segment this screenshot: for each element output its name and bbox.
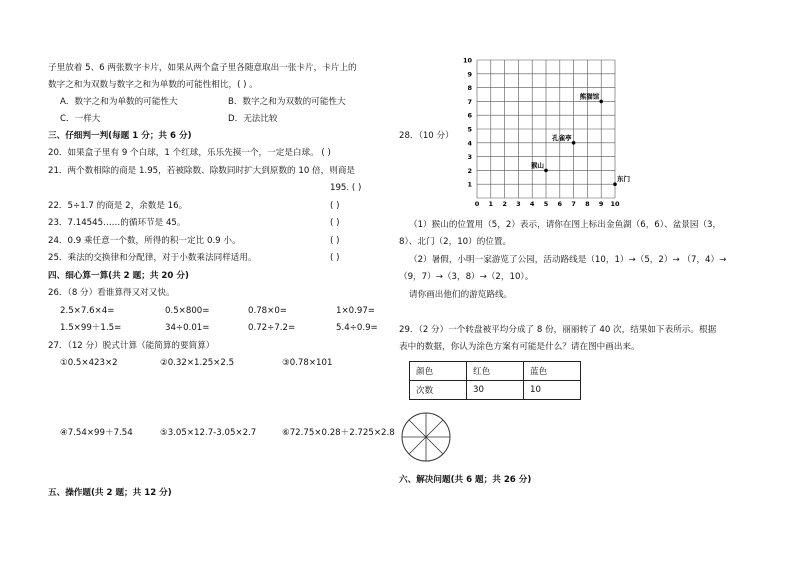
q19-option-d: D．无法比较 [228, 114, 278, 124]
y-tick-label: 2 [467, 166, 472, 175]
q19-line1: 子里放着 5、6 两张数字卡片，如果从两个盒子里各随意取出一张卡片，卡片上的 [48, 63, 357, 73]
y-tick-label: 1 [467, 180, 472, 189]
x-tick-label: 0 [474, 200, 480, 206]
calc-r2-c2: 34÷0.01= [165, 323, 210, 333]
table-header-cell: 颜色 [410, 362, 467, 381]
point-label: 猴山 [531, 161, 544, 170]
calc-r1-c3: 0.78×0= [248, 306, 288, 316]
coordinate-grid-chart [455, 54, 665, 206]
question-21-line2: 195. ( ) [330, 183, 362, 193]
point-label: 孔雀亭 [552, 133, 572, 142]
point-marker [544, 169, 548, 173]
question-21-line1: 21．两个数相除的商是 1.95，若被除数、除数同时扩大到原数的 10 倍，则商是 [48, 166, 356, 176]
y-tick-label: 9 [467, 70, 472, 79]
table-row [410, 381, 581, 400]
x-tick-label: 4 [529, 200, 535, 206]
question-24: 24．0.9 乘任意一个数，所得的积一定比 0.9 小。 [48, 236, 241, 246]
expr-5: ⑤3.05×12.7-3.05×2.7 [160, 428, 257, 438]
q29-line2: 表中的数据，你认为涂色方案有可能是什么？请在图中画出来。 [399, 342, 640, 352]
x-tick-label: 10 [610, 200, 620, 206]
section-3-title: 三、仔细判一判(每题 1 分；共 6 分) [48, 131, 192, 141]
spinner-circle[interactable] [400, 411, 452, 463]
calc-r1-c1: 2.5×7.6×4= [60, 306, 115, 316]
calc-r2-c4: 5.4÷0.9= [336, 323, 378, 333]
q28-part2-line1: （2）暑假，小明一家游览了公园，活动路线是（10，1）→（5，2）→ （7，4）→ [409, 255, 727, 265]
expr-1: ①0.5×423×2 [60, 358, 118, 368]
q28-part2-line2: （9，7）→（3，8）→（2，10）。 [399, 272, 534, 282]
x-tick-label: 7 [571, 200, 576, 206]
y-tick-label: 8 [467, 84, 472, 93]
table-header-cell: 红色 [467, 362, 524, 381]
question-22: 22．5÷1.7 的商是 2，余数是 16。 [48, 201, 188, 211]
question-24-answer-paren: ( ) [330, 236, 340, 246]
x-tick-label: 6 [557, 200, 563, 206]
q19-line2: 数字之和为双数与数字之和为单数的可能性相比，( ) 。 [48, 80, 258, 90]
y-tick-label: 5 [467, 125, 472, 134]
spinner-result-table [409, 361, 581, 400]
y-tick-label: 7 [467, 97, 472, 106]
question-22-answer-paren: ( ) [330, 201, 340, 211]
x-tick-label: 1 [488, 200, 494, 206]
y-tick-label: 3 [467, 153, 472, 162]
x-tick-label: 2 [502, 200, 507, 206]
calc-r1-c4: 1×0.97= [336, 306, 376, 316]
question-27: 27．（12 分）脱式计算（能简算的要简算） [48, 341, 215, 351]
calc-r2-c1: 1.5×99＋1.5= [60, 323, 122, 333]
x-tick-label: 5 [543, 200, 549, 206]
q19-option-c: C．一样大 [60, 114, 101, 124]
question-23-answer-paren: ( ) [330, 218, 340, 228]
table-row [410, 362, 581, 381]
calc-r2-c3: 0.72÷7.2= [248, 323, 296, 333]
question-26: 26．（8 分）看谁算得又对又快。 [48, 288, 175, 298]
table-cell: 30 [467, 381, 524, 400]
point-label: 东门 [617, 175, 630, 184]
question-25: 25．乘法的交换律和分配律，对于小数乘法同样适用。 [48, 253, 257, 263]
table-cell: 10 [524, 381, 581, 400]
question-20: 20．如果盒子里有 9 个白球，1 个红球，乐乐先摸一个，一定是白球。 ( ) [48, 148, 331, 158]
section-4-title: 四、细心算一算(共 2 题；共 20 分) [48, 271, 189, 281]
q19-option-b: B．数字之和为双数的可能性大 [228, 97, 346, 107]
expr-2: ②0.32×1.25×2.5 [160, 358, 235, 368]
q28-part2-line3: 请你画出他们的游览路线。 [409, 290, 513, 300]
section-6-title: 六、解决问题(共 6 题；共 26 分) [399, 475, 532, 485]
y-tick-label: 10 [462, 56, 472, 65]
x-tick-label: 8 [585, 200, 590, 206]
calc-r1-c2: 0.5×800= [165, 306, 210, 316]
table-header-cell: 蓝色 [524, 362, 581, 381]
point-marker [599, 100, 603, 104]
question-25-answer-paren: ( ) [330, 253, 340, 263]
q19-option-a: A．数字之和为单数的可能性大 [60, 97, 178, 107]
point-marker [572, 141, 576, 145]
expr-3: ③0.78×101 [282, 358, 333, 368]
expr-6: ⑥72.75×0.28＋2.725×2.8 [282, 428, 395, 438]
section-5-title: 五、操作题(共 2 题；共 12 分) [48, 488, 172, 498]
question-23: 23．7.14545……的循环节是 45。 [48, 218, 186, 228]
q29-line1: 29．（2 分）一个转盘被平均分成了 8 份，丽丽转了 40 次，结果如下表所示。根据 [399, 325, 717, 335]
q28-part1-line2: 8）、北门（2，10）的位置。 [399, 237, 512, 247]
y-tick-label: 4 [467, 139, 472, 148]
x-tick-label: 9 [598, 200, 604, 206]
question-28: 28．（10 分） [399, 131, 454, 141]
table-cell: 次数 [410, 381, 467, 400]
expr-4: ④7.54×99＋7.54 [60, 428, 133, 438]
x-tick-label: 3 [516, 200, 521, 206]
q28-part1-line1: （1）猴山的位置用（5，2）表示，请你在图上标出金鱼湖（6，6）、盆景园（3， [409, 220, 722, 230]
y-tick-label: 6 [467, 111, 472, 120]
point-label: 熊猫馆 [579, 92, 600, 101]
